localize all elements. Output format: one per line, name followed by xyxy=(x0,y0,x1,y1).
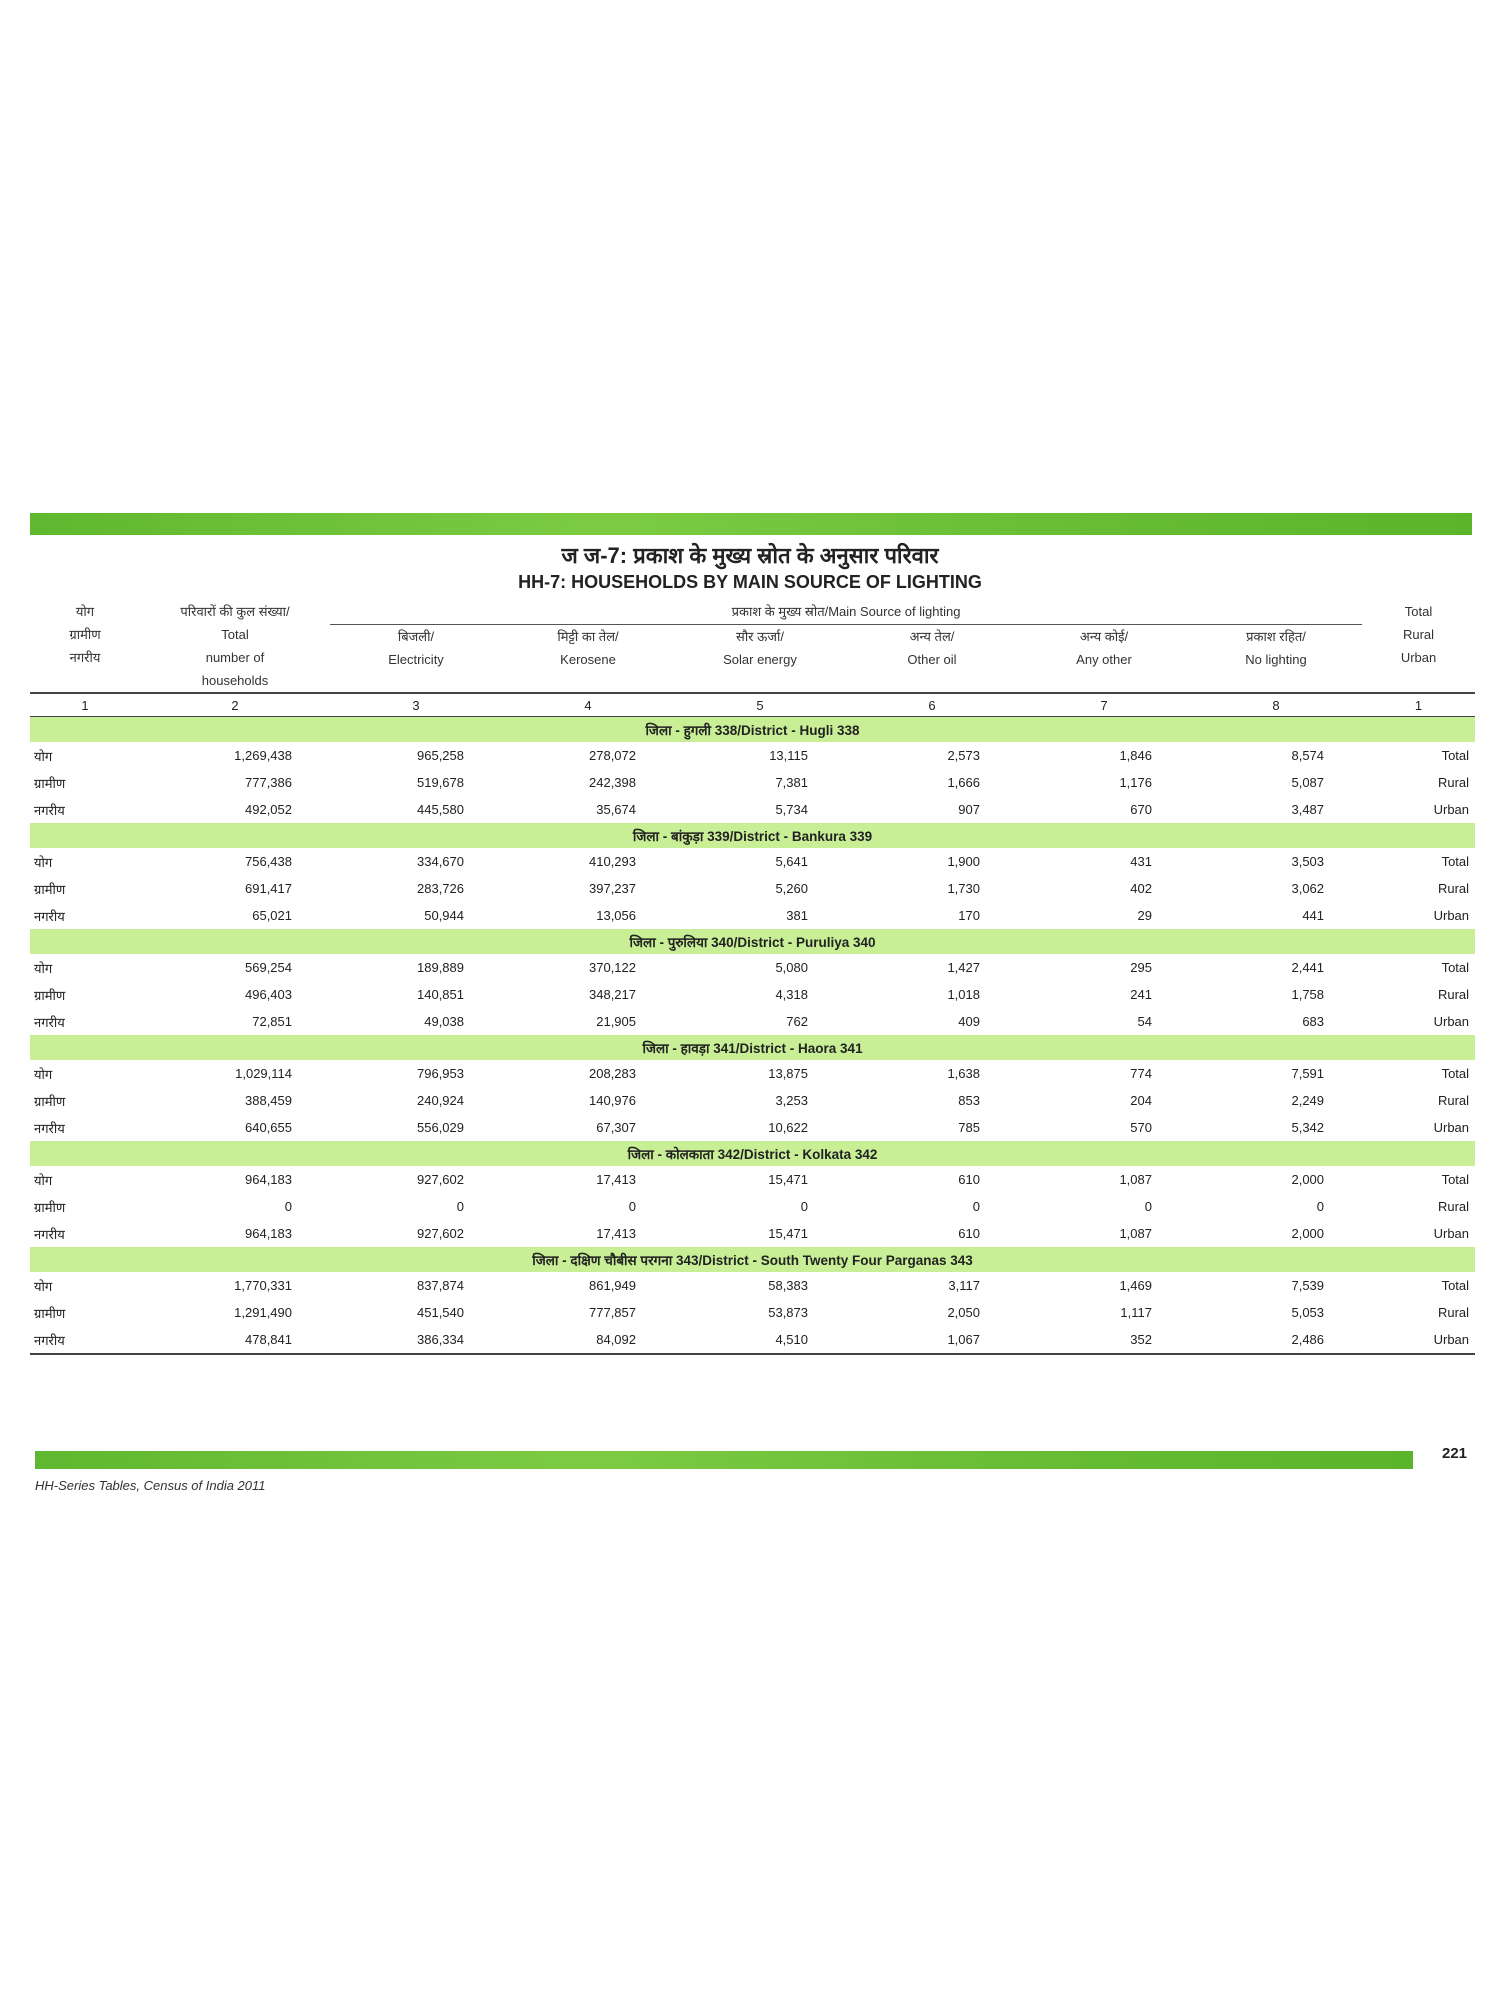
cell-value: 431 xyxy=(1130,854,1152,869)
cell-value: 1,018 xyxy=(947,987,980,1002)
column-number: 1 xyxy=(30,693,140,717)
cell-value: 352 xyxy=(1018,1326,1190,1354)
cell-value: 0 xyxy=(456,1199,464,1214)
district-row xyxy=(30,1247,1475,1272)
column-number: 6 xyxy=(846,693,1018,717)
column-number: 8 xyxy=(1190,693,1362,717)
cell-value: 777,857 xyxy=(589,1305,636,1320)
cell-value: 204 xyxy=(1130,1093,1152,1108)
row-label-hindi: योग xyxy=(34,1172,53,1188)
header-area-total: योग xyxy=(75,604,95,619)
households-lighting-table xyxy=(30,600,1475,1355)
cell-value: 242,398 xyxy=(589,775,636,790)
header-last-rural: Rural xyxy=(1402,627,1435,642)
table-title-hindi: ज ज-7: प्रकाश के मुख्य स्रोत के अनुसार परिवार xyxy=(561,543,939,568)
header-col-3 xyxy=(330,625,502,694)
cell-value: 1,469 xyxy=(1119,1278,1152,1293)
header-total-rural-urban xyxy=(1362,600,1475,693)
cell-value: 774 xyxy=(1130,1066,1152,1081)
row-label-english: Rural xyxy=(1437,1199,1470,1214)
cell-value: 17,413 xyxy=(596,1172,636,1187)
cell-value: 1,067 xyxy=(846,1326,1018,1354)
table-row xyxy=(30,1008,1475,1035)
row-label-english: Urban xyxy=(1433,1120,1470,1135)
cell-value: 1,770,331 xyxy=(234,1278,292,1293)
cell-value: 370,122 xyxy=(589,960,636,975)
table-row xyxy=(30,1114,1475,1141)
header-col-english: Other oil xyxy=(907,652,957,667)
cell-value: 13,115 xyxy=(769,748,808,763)
cell-value: 1,730 xyxy=(947,881,980,896)
table-row xyxy=(30,1087,1475,1114)
header-col-5 xyxy=(674,625,846,694)
header-col-hindi: सौर ऊर्जा/ xyxy=(736,629,784,644)
cell-value: 8,574 xyxy=(1291,748,1325,763)
table-row xyxy=(30,1272,1475,1299)
cell-value: 796,953 xyxy=(417,1066,464,1081)
row-label-english: Urban xyxy=(1433,908,1470,923)
cell-value: 610 xyxy=(958,1226,980,1241)
header-area xyxy=(30,600,140,693)
row-label-hindi: नगरीय xyxy=(34,1014,65,1030)
footer-source: HH-Series Tables, Census of India 2011 xyxy=(35,1478,266,1493)
cell-value: 7,591 xyxy=(1291,1066,1325,1081)
cell-value: 756,438 xyxy=(245,854,292,869)
row-label-hindi: योग xyxy=(34,960,53,976)
cell-value: 964,183 xyxy=(245,1226,292,1241)
table-row xyxy=(30,1166,1475,1193)
row-label-hindi: ग्रामीण xyxy=(34,1093,66,1109)
table-row xyxy=(30,1060,1475,1087)
table-row xyxy=(30,848,1475,875)
cell-value: 17,413 xyxy=(596,1226,636,1241)
table-row xyxy=(30,742,1475,769)
bottom-green-bar xyxy=(35,1451,1413,1469)
cell-value: 3,062 xyxy=(1291,881,1325,896)
district-row xyxy=(30,929,1475,954)
cell-value: 1,087 xyxy=(1119,1226,1152,1241)
cell-value: 1,117 xyxy=(1120,1305,1152,1320)
header-col-7 xyxy=(1018,625,1190,694)
row-label-english: Total xyxy=(1441,960,1470,975)
cell-value: 15,471 xyxy=(768,1226,808,1241)
cell-value: 2,000 xyxy=(1291,1226,1325,1241)
cell-value: 10,622 xyxy=(768,1120,808,1135)
row-label-english: Rural xyxy=(1437,1305,1470,1320)
cell-value: 907 xyxy=(958,802,980,817)
row-label-hindi: योग xyxy=(34,748,53,764)
table-row xyxy=(30,981,1475,1008)
cell-value: 29 xyxy=(1137,908,1152,923)
row-label-hindi: ग्रामीण xyxy=(34,881,66,897)
cell-value: 1,900 xyxy=(947,854,980,869)
header-row xyxy=(30,600,1475,625)
header-total-households xyxy=(140,600,330,693)
cell-value: 49,038 xyxy=(424,1014,464,1029)
table-row xyxy=(30,1220,1475,1247)
cell-value: 5,087 xyxy=(1291,775,1325,790)
cell-value: 441 xyxy=(1302,908,1325,923)
header-col-hindi: मिट्टी का तेल/ xyxy=(557,629,619,644)
cell-value: 54 xyxy=(1137,1014,1152,1029)
cell-value: 556,029 xyxy=(417,1120,464,1135)
header-area-rural: ग्रामीण xyxy=(69,627,101,642)
table-row xyxy=(30,1193,1475,1220)
table-row xyxy=(30,902,1475,929)
cell-value: 670 xyxy=(1130,802,1152,817)
cell-value: 570 xyxy=(1130,1120,1152,1135)
cell-value: 2,000 xyxy=(1291,1172,1325,1187)
cell-value: 3,117 xyxy=(948,1278,980,1293)
cell-value: 21,905 xyxy=(596,1014,636,1029)
cell-value: 492,052 xyxy=(245,802,292,817)
header-col-english: Electricity xyxy=(388,652,444,667)
header-total-en-3: households xyxy=(201,673,269,688)
row-label-english: Total xyxy=(1441,1066,1470,1081)
district-name: जिला - बांकुड़ा 339/District - Bankura 339 xyxy=(30,823,1475,848)
cell-value: 785 xyxy=(958,1120,980,1135)
cell-value: 7,539 xyxy=(1291,1278,1325,1293)
cell-value: 1,087 xyxy=(1119,1172,1152,1187)
row-label-english: Urban xyxy=(1433,1014,1470,1029)
cell-value: 5,641 xyxy=(775,854,808,869)
cell-value: 569,254 xyxy=(245,960,292,975)
header-main-source: प्रकाश के मुख्य स्रोत/Main Source of lighting xyxy=(330,600,1362,625)
cell-value: 927,602 xyxy=(417,1226,464,1241)
cell-value: 762 xyxy=(786,1014,808,1029)
district-row xyxy=(30,1141,1475,1166)
cell-value: 386,334 xyxy=(330,1326,502,1354)
district-name: जिला - पुरुलिया 340/District - Puruliya 340 xyxy=(30,929,1475,954)
cell-value: 445,580 xyxy=(417,802,464,817)
cell-value: 7,381 xyxy=(775,775,808,790)
cell-value: 496,403 xyxy=(245,987,292,1002)
cell-value: 965,258 xyxy=(417,748,464,763)
row-label-hindi: योग xyxy=(34,1278,53,1294)
district-name: जिला - कोलकाता 342/District - Kolkata 342 xyxy=(30,1141,1475,1166)
header-col-english: Kerosene xyxy=(560,652,616,667)
cell-value: 5,080 xyxy=(775,960,808,975)
cell-value: 1,029,114 xyxy=(235,1066,292,1081)
cell-value: 295 xyxy=(1130,960,1152,975)
cell-value: 1,291,490 xyxy=(234,1305,292,1320)
column-number: 4 xyxy=(502,693,674,717)
cell-value: 397,237 xyxy=(589,881,636,896)
row-label-hindi: योग xyxy=(34,854,53,870)
row-label-english: Total xyxy=(1441,1172,1470,1187)
row-label-hindi: ग्रामीण xyxy=(34,987,66,1003)
cell-value: 4,318 xyxy=(775,987,808,1002)
header-col-hindi: अन्य तेल/ xyxy=(909,629,955,644)
row-label-hindi: नगरीय xyxy=(34,1226,65,1242)
cell-value: 1,758 xyxy=(1291,987,1325,1002)
column-number: 1 xyxy=(1362,693,1475,717)
header-col-english: Any other xyxy=(1076,652,1132,667)
cell-value: 451,540 xyxy=(417,1305,464,1320)
cell-value: 5,342 xyxy=(1291,1120,1325,1135)
header-col-english: Solar energy xyxy=(723,652,797,667)
header-col-8 xyxy=(1190,625,1362,694)
row-label-english: Total xyxy=(1441,748,1470,763)
column-number: 5 xyxy=(674,693,846,717)
page-number: 221 xyxy=(1442,1445,1468,1462)
table-row xyxy=(30,1299,1475,1326)
header-area-urban: नगरीय xyxy=(69,650,101,665)
column-number: 7 xyxy=(1018,693,1190,717)
row-label-hindi: ग्रामीण xyxy=(34,1305,66,1321)
cell-value: 610 xyxy=(958,1172,980,1187)
district-row xyxy=(30,823,1475,848)
cell-value: 402 xyxy=(1130,881,1152,896)
table-row xyxy=(30,769,1475,796)
row-label-english: Urban xyxy=(1433,802,1470,817)
cell-value: 777,386 xyxy=(245,775,292,790)
district-name: जिला - हावड़ा 341/District - Haora 341 xyxy=(30,1035,1475,1060)
cell-value: 334,670 xyxy=(417,854,464,869)
row-label-hindi: ग्रामीण xyxy=(34,775,66,791)
row-label-english: Rural xyxy=(1437,881,1470,896)
cell-value: 2,050 xyxy=(947,1305,980,1320)
cell-value: 410,293 xyxy=(589,854,636,869)
cell-value: 5,260 xyxy=(775,881,808,896)
header-col-hindi: अन्य कोई/ xyxy=(1079,629,1129,644)
table-row xyxy=(30,1326,1475,1354)
cell-value: 2,441 xyxy=(1291,960,1325,975)
cell-value: 13,056 xyxy=(596,908,636,923)
cell-value: 1,269,438 xyxy=(234,748,292,763)
district-row xyxy=(30,1035,1475,1060)
row-label-english: Urban xyxy=(1433,1226,1470,1241)
row-label-hindi: ग्रामीण xyxy=(34,1199,66,1215)
cell-value: 241 xyxy=(1130,987,1152,1002)
cell-value: 208,283 xyxy=(589,1066,636,1081)
header-total-en-1: Total xyxy=(221,627,249,642)
district-name: जिला - दक्षिण चौबीस परगना 343/District - South Twenty Four Parganas 343 xyxy=(30,1247,1475,1272)
cell-value: 3,253 xyxy=(775,1093,808,1108)
cell-value: 1,427 xyxy=(947,960,980,975)
cell-value: 409 xyxy=(958,1014,980,1029)
cell-value: 1,638 xyxy=(947,1066,980,1081)
cell-value: 4,510 xyxy=(674,1326,846,1354)
cell-value: 861,949 xyxy=(589,1278,636,1293)
cell-value: 65,021 xyxy=(252,908,292,923)
header-col-hindi: प्रकाश रहित/ xyxy=(1246,629,1306,644)
cell-value: 1,846 xyxy=(1119,748,1152,763)
cell-value: 683 xyxy=(1302,1014,1325,1029)
cell-value: 278,072 xyxy=(589,748,636,763)
cell-value: 53,873 xyxy=(768,1305,808,1320)
cell-value: 240,924 xyxy=(417,1093,464,1108)
cell-value: 0 xyxy=(628,1199,636,1214)
column-number: 3 xyxy=(330,693,502,717)
cell-value: 964,183 xyxy=(245,1172,292,1187)
row-label-hindi: नगरीय xyxy=(34,1120,65,1136)
cell-value: 2,249 xyxy=(1291,1093,1325,1108)
row-label-hindi: नगरीय xyxy=(34,908,65,924)
row-label-hindi: योग xyxy=(34,1066,53,1082)
cell-value: 67,307 xyxy=(596,1120,636,1135)
cell-value: 388,459 xyxy=(245,1093,292,1108)
column-number: 2 xyxy=(140,693,330,717)
table-row xyxy=(30,875,1475,902)
cell-value: 58,383 xyxy=(768,1278,808,1293)
cell-value: 927,602 xyxy=(417,1172,464,1187)
table-row xyxy=(30,954,1475,981)
cell-value: 140,976 xyxy=(589,1093,636,1108)
cell-value: 2,573 xyxy=(947,748,980,763)
cell-value: 13,875 xyxy=(768,1066,808,1081)
top-green-bar xyxy=(30,513,1472,535)
cell-value: 2,486 xyxy=(1190,1326,1362,1354)
cell-value: 15,471 xyxy=(768,1172,808,1187)
cell-value: 0 xyxy=(284,1199,292,1214)
cell-value: 84,092 xyxy=(502,1326,674,1354)
table-title-english: HH-7: HOUSEHOLDS BY MAIN SOURCE OF LIGHTING xyxy=(518,572,982,592)
cell-value: 35,674 xyxy=(596,802,636,817)
row-label-english: Rural xyxy=(1437,1093,1470,1108)
row-label-english: Total xyxy=(1441,1278,1470,1293)
header-col-6 xyxy=(846,625,1018,694)
cell-value: 170 xyxy=(958,908,980,923)
row-label-english: Rural xyxy=(1437,775,1470,790)
district-name: जिला - हुगली 338/District - Hugli 338 xyxy=(30,717,1475,743)
cell-value: 1,666 xyxy=(947,775,980,790)
cell-value: 5,053 xyxy=(1291,1305,1325,1320)
header-last-total: Total xyxy=(1404,604,1433,619)
header-col-hindi: बिजली/ xyxy=(397,629,435,644)
cell-value: 837,874 xyxy=(417,1278,464,1293)
cell-value: 853 xyxy=(958,1093,980,1108)
cell-value: 691,417 xyxy=(245,881,292,896)
header-total-en-2: number of xyxy=(205,650,265,665)
cell-value: 0 xyxy=(800,1199,808,1214)
cell-value: 140,851 xyxy=(417,987,464,1002)
cell-value: 640,655 xyxy=(245,1120,292,1135)
cell-value: 5,734 xyxy=(775,802,808,817)
cell-value: 72,851 xyxy=(252,1014,292,1029)
header-last-urban: Urban xyxy=(1400,650,1437,665)
header-col-4 xyxy=(502,625,674,694)
cell-value: 348,217 xyxy=(589,987,636,1002)
cell-value: 0 xyxy=(972,1199,980,1214)
row-label-english: Urban xyxy=(1362,1326,1475,1354)
row-label-hindi: नगरीय xyxy=(34,802,65,818)
cell-value: 0 xyxy=(1316,1199,1325,1214)
header-col-english: No lighting xyxy=(1245,652,1307,667)
cell-value: 519,678 xyxy=(417,775,464,790)
cell-value: 478,841 xyxy=(140,1326,330,1354)
header-total-hindi: परिवारों की कुल संख्या/ xyxy=(180,604,290,619)
column-number-row xyxy=(30,693,1475,717)
cell-value: 0 xyxy=(1144,1199,1152,1214)
cell-value: 3,487 xyxy=(1291,802,1325,817)
row-label-english: Rural xyxy=(1437,987,1470,1002)
row-label-english: Total xyxy=(1441,854,1470,869)
district-row xyxy=(30,717,1475,743)
cell-value: 381 xyxy=(786,908,808,923)
cell-value: 1,176 xyxy=(1119,775,1152,790)
cell-value: 50,944 xyxy=(424,908,464,923)
table-row xyxy=(30,796,1475,823)
cell-value: 3,503 xyxy=(1291,854,1325,869)
cell-value: 189,889 xyxy=(417,960,464,975)
cell-value: 283,726 xyxy=(417,881,464,896)
row-label-hindi: नगरीय xyxy=(30,1326,140,1354)
